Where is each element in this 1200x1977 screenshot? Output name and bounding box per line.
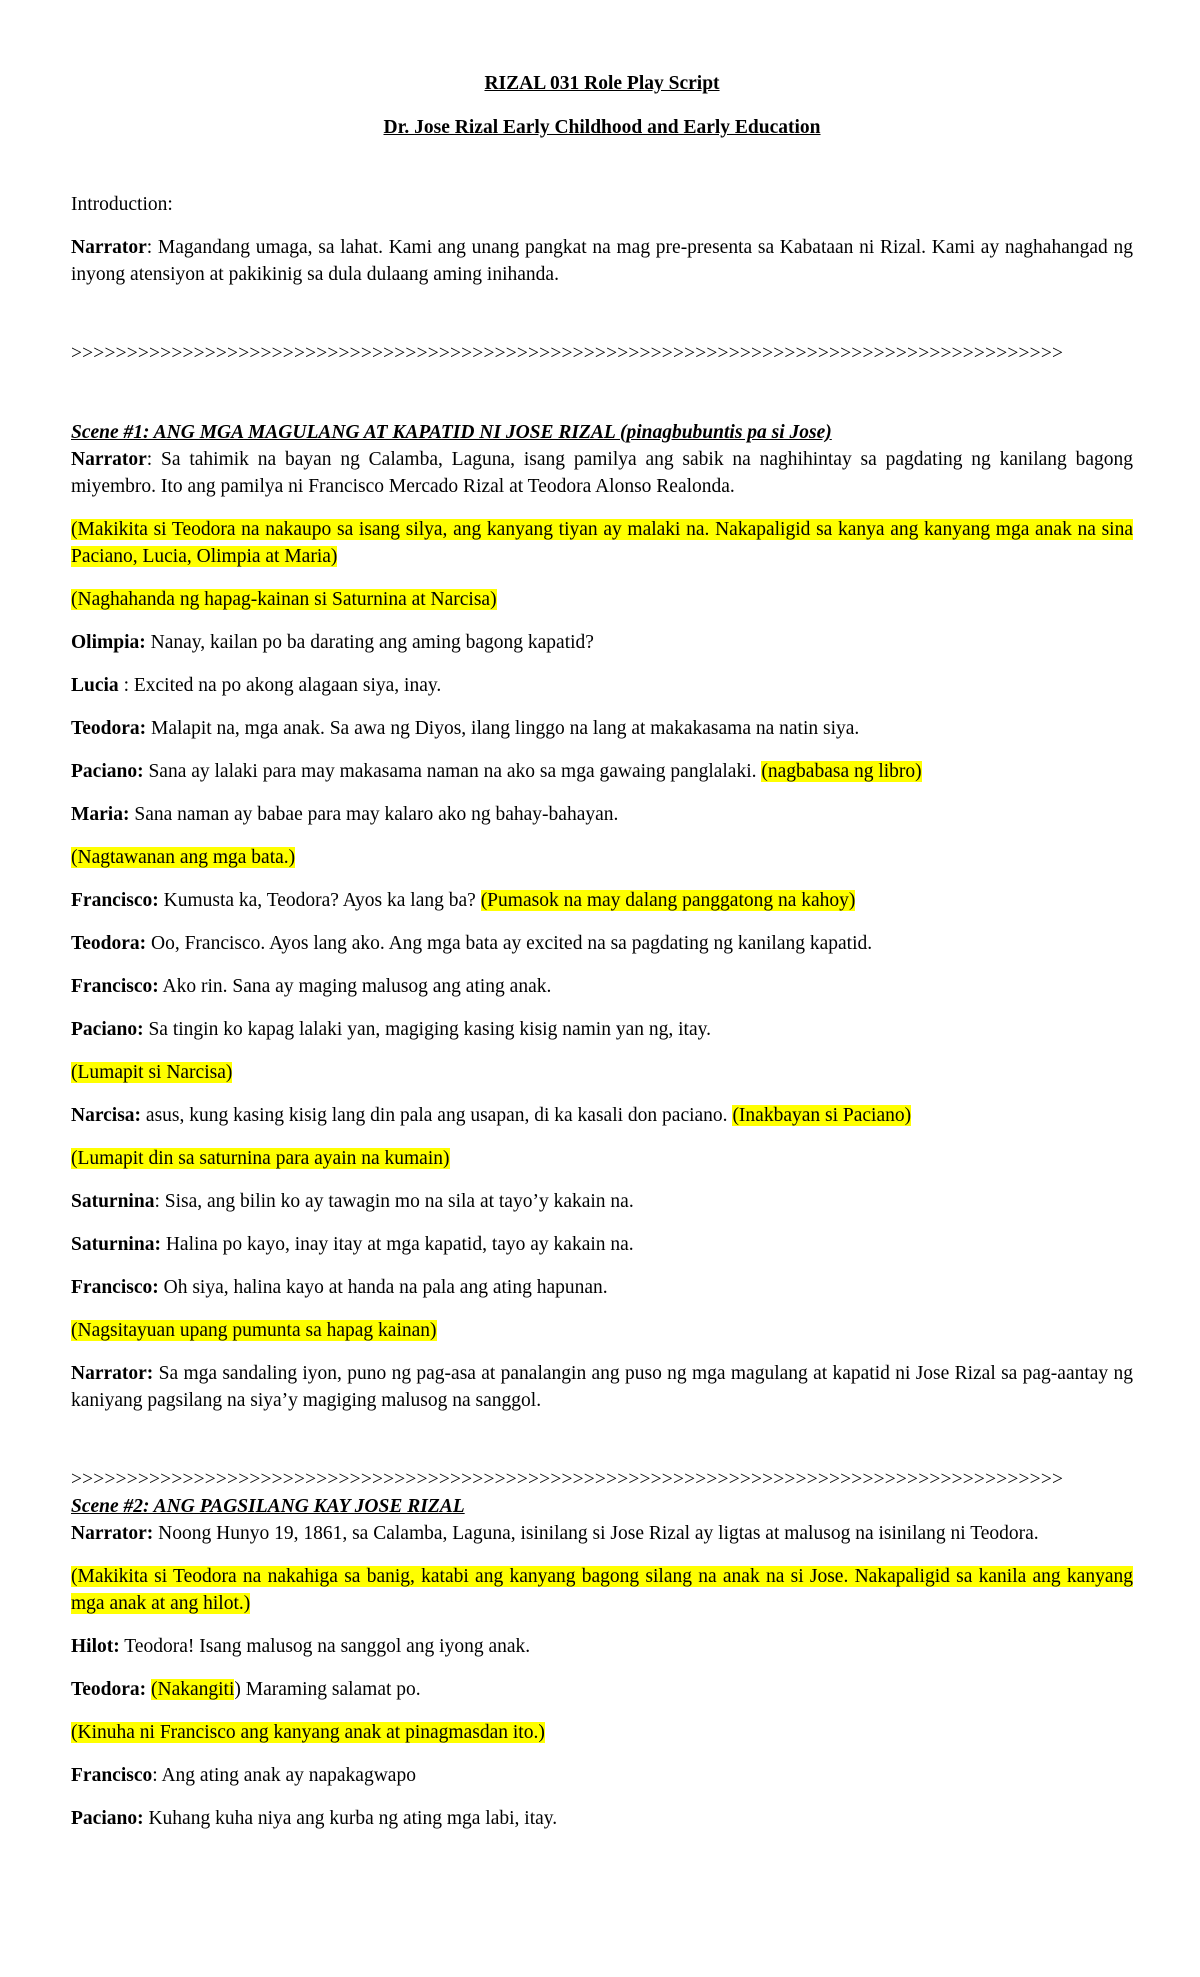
line-saturnina xyxy=(71,1188,1133,1215)
stage-direction-inline: (nagbabasa ng libro) xyxy=(761,761,922,782)
dialogue-text: : Sisa, ang bilin ko ay tawagin mo na sila at tayo’y kakain na. xyxy=(154,1191,634,1212)
line-lucia xyxy=(71,672,1133,699)
speaker-name: Narrator: xyxy=(71,1363,154,1384)
stage-direction-text: (Nagtawanan ang mga bata.) xyxy=(71,847,296,868)
section-separator: >>>>>>>>>>>>>>>>>>>>>>>>>>>>>>>>>>>>>>>>>>>>>>>>>>>>>>>>>>>>>>>>>>>>>>>>>>>>>>>>>>>>>>>>> xyxy=(71,343,1064,364)
dialogue-text: Sana naman ay babae para may kalaro ako ng bahay-bahayan. xyxy=(129,804,619,825)
intro-narrator-line xyxy=(71,234,1133,288)
speaker-name: Hilot: xyxy=(71,1636,120,1657)
speaker-name: Francisco: xyxy=(71,890,159,911)
stage-direction xyxy=(71,1145,1133,1172)
speaker-name: Narrator: xyxy=(71,1523,154,1544)
line-narrator xyxy=(71,1520,1133,1547)
scene-2-lines xyxy=(71,1520,1133,1832)
stage-direction-text: (Makikita si Teodora na nakaupo sa isang silya, ang kanyang tiyan ay malaki na. Nakapaligid sa kanya ang kanyang mga anak na sina Paciano, Lucia, Olimpia at Maria) xyxy=(71,519,1133,567)
speaker-name: Olimpia: xyxy=(71,632,146,653)
dialogue-text: Oo, Francisco. Ayos lang ako. Ang mga bata ay excited na sa pagdating ng kanilang kapatid. xyxy=(146,933,873,954)
line-hilot xyxy=(71,1633,1133,1660)
line-francisco xyxy=(71,1274,1133,1301)
dialogue-text: Sa mga sandaling iyon, puno ng pag-asa at panalangin ang puso ng mga magulang at kapatid ni Jose Rizal sa pag-aantay ng kaniyang pagsilang na siya’y magiging malusog na sanggol. xyxy=(71,1363,1133,1411)
speaker-name: Francisco: xyxy=(71,1277,159,1298)
intro-label: Introduction: xyxy=(71,194,173,215)
line-francisco xyxy=(71,887,1133,914)
stage-direction xyxy=(71,1059,1133,1086)
dialogue-text: asus, kung kasing kisig lang din pala ang usapan, di ka kasali don paciano. xyxy=(141,1105,733,1126)
stage-direction-text: (Lumapit si Narcisa) xyxy=(71,1062,233,1083)
speaker-name: Paciano: xyxy=(71,761,144,782)
speaker-name: Saturnina xyxy=(71,1191,155,1212)
line-narcisa xyxy=(71,1102,1133,1129)
stage-direction xyxy=(71,516,1133,570)
speaker-name: Francisco xyxy=(71,1765,153,1786)
scene-1-lines xyxy=(71,446,1133,1414)
speaker-name: Teodora: xyxy=(71,1679,147,1700)
stage-direction-text: (Makikita si Teodora na nakahiga sa banig, katabi ang kanyang bagong silang na anak na si Jose. Nakapaligid sa kanila ang kanyang mga anak at ang hilot.) xyxy=(71,1566,1133,1614)
dialogue-text: ) Maraming salamat po. xyxy=(234,1679,421,1700)
line-olimpia xyxy=(71,629,1133,656)
stage-direction xyxy=(71,1563,1133,1617)
line-francisco xyxy=(71,973,1133,1000)
stage-direction-inline: (Nakangiti xyxy=(151,1679,235,1700)
dialogue-text: Teodora! Isang malusog na sanggol ang iyong anak. xyxy=(119,1636,531,1657)
speaker-name: Narcisa: xyxy=(71,1105,142,1126)
speaker-name: Paciano: xyxy=(71,1019,144,1040)
line-maria xyxy=(71,801,1133,828)
document-title: RIZAL 031 Role Play Script xyxy=(484,73,720,94)
scene-1-heading: Scene #1: ANG MGA MAGULANG AT KAPATID NI JOSE RIZAL (pinagbubuntis pa si Jose) xyxy=(71,422,832,443)
dialogue-text: Ako rin. Sana ay maging malusog ang ating anak. xyxy=(158,976,552,997)
speaker-name: Saturnina: xyxy=(71,1234,161,1255)
line-paciano xyxy=(71,1805,1133,1832)
dialogue-text: Oh siya, halina kayo at handa na pala ang ating hapunan. xyxy=(158,1277,608,1298)
dialogue-text: Sana ay lalaki para may makasama naman na ako sa mga gawaing panglalaki. xyxy=(143,761,762,782)
dialogue-text: : Sa tahimik na bayan ng Calamba, Laguna, isang pamilya ang sabik na naghihintay sa pagdating ng kanilang bagong miyembro. Ito ang pamilya ni Francisco Mercado Rizal at Teodora Alonso Realonda. xyxy=(71,449,1133,497)
line-teodora xyxy=(71,1676,1133,1703)
dialogue-text: Kuhang kuha niya ang kurba ng ating mga labi, itay. xyxy=(143,1808,558,1829)
dialogue-text: Noong Hunyo 19, 1861, sa Calamba, Laguna, isinilang si Jose Rizal ay ligtas at malusog na isinilang ni Teodora. xyxy=(153,1523,1039,1544)
line-narrator-1 xyxy=(71,446,1133,500)
speaker-name: Teodora: xyxy=(71,933,147,954)
scene-2-heading: Scene #2: ANG PAGSILANG KAY JOSE RIZAL xyxy=(71,1496,465,1517)
speaker-name: Narrator xyxy=(71,449,147,470)
dialogue-text: Halina po kayo, inay itay at mga kapatid, tayo ay kakain na. xyxy=(160,1234,634,1255)
dialogue-text: Sa tingin ko kapag lalaki yan, magiging kasing kisig namin yan ng, itay. xyxy=(143,1019,711,1040)
speaker-name: Narrator xyxy=(71,237,147,258)
document-content xyxy=(71,70,1133,1832)
stage-direction-text: (Nagsitayuan upang pumunta sa hapag kainan) xyxy=(71,1320,437,1341)
line-teodora xyxy=(71,930,1133,957)
speaker-name: Francisco: xyxy=(71,976,159,997)
line-teodora xyxy=(71,715,1133,742)
stage-direction-inline: (Pumasok na may dalang panggatong na kahoy) xyxy=(480,890,856,911)
dialogue-text: : Ang ating anak ay napakagwapo xyxy=(152,1765,416,1786)
speaker-name: Paciano: xyxy=(71,1808,144,1829)
dialogue-text: Kumusta ka, Teodora? Ayos ka lang ba? xyxy=(158,890,481,911)
dialogue-text: Nanay, kailan po ba darating ang aming bagong kapatid? xyxy=(145,632,594,653)
speaker-name: Lucia xyxy=(71,675,119,696)
speaker-name: Teodora: xyxy=(71,718,147,739)
dialogue-text: : Magandang umaga, sa lahat. Kami ang unang pangkat na mag pre-presenta sa Kabataan ni Rizal. Kami ay naghahangad ng inyong atensiyon at pakikinig sa dula dulaang aming inihanda. xyxy=(71,237,1133,285)
dialogue-text: : Excited na po akong alagaan siya, inay. xyxy=(118,675,442,696)
stage-direction-inline: (Inakbayan si Paciano) xyxy=(732,1105,912,1126)
stage-direction xyxy=(71,1317,1133,1344)
line-paciano xyxy=(71,758,1133,785)
section-separator: >>>>>>>>>>>>>>>>>>>>>>>>>>>>>>>>>>>>>>>>>>>>>>>>>>>>>>>>>>>>>>>>>>>>>>>>>>>>>>>>>>>>>>>>> xyxy=(71,1469,1064,1490)
line-saturnina xyxy=(71,1231,1133,1258)
stage-direction xyxy=(71,586,1133,613)
stage-direction-text: (Lumapit din sa saturnina para ayain na kumain) xyxy=(71,1148,450,1169)
stage-direction xyxy=(71,844,1133,871)
line-paciano xyxy=(71,1016,1133,1043)
document-subtitle: Dr. Jose Rizal Early Childhood and Early Education xyxy=(383,117,821,138)
stage-direction-text: (Kinuha ni Francisco ang kanyang anak at pinagmasdan ito.) xyxy=(71,1722,545,1743)
line-francisco xyxy=(71,1762,1133,1789)
speaker-name: Maria: xyxy=(71,804,130,825)
stage-direction xyxy=(71,1719,1133,1746)
dialogue-text: Malapit na, mga anak. Sa awa ng Diyos, ilang linggo na lang at makakasama na natin siya. xyxy=(146,718,860,739)
line-narrator-closing xyxy=(71,1360,1133,1414)
stage-direction-text: (Naghahanda ng hapag-kainan si Saturnina at Narcisa) xyxy=(71,589,497,610)
